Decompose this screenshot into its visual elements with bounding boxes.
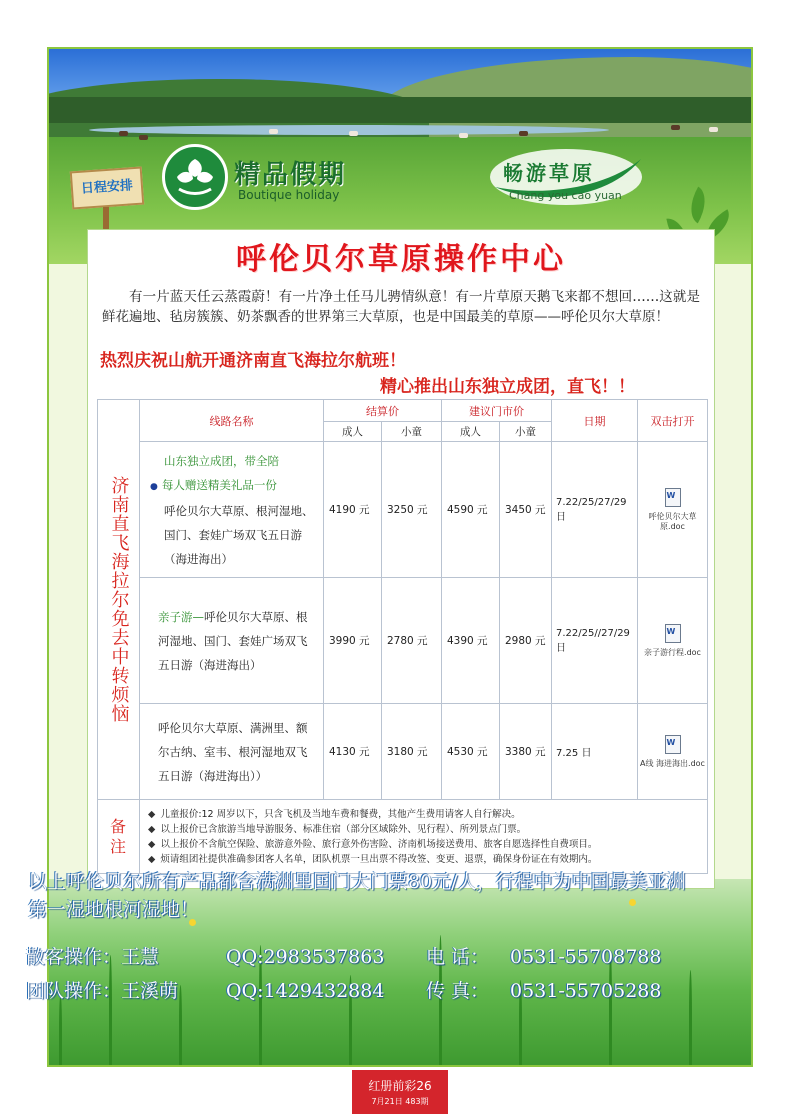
individual-contact <box>26 942 661 969</box>
fax-label: 传 真： <box>426 980 490 1002</box>
route-cell <box>140 442 324 578</box>
boutique-holiday-logo <box>162 144 362 214</box>
route-cell <box>140 704 324 800</box>
route-text: 呼伦贝尔大草原、根河湿地、国门、套娃广场双飞五日游（海进海出） <box>158 609 308 672</box>
schedule-signboard <box>70 167 144 210</box>
intro-paragraph: 有一片蓝天任云蒸霞蔚！有一片净土任马儿骋情纵意！有一片草原天鹅飞来都不想回……这就是鲜花遍地、毡房簇簇、奶茶飘香的世界第三大草原，也是中国最美的草原——呼伦贝尔大草原！ <box>102 289 700 325</box>
settle-child-price: 3180 元 <box>382 704 442 800</box>
contact-role: 散客操作：王慧 <box>26 946 160 968</box>
doc-filename[interactable]: 呼伦贝尔大草原.doc <box>648 511 697 531</box>
sheep-figure <box>459 133 468 138</box>
departure-dates: 7.25 日 <box>552 704 638 800</box>
header-retail-child: 小童 <box>500 422 552 442</box>
doc-attachment[interactable] <box>638 578 708 704</box>
word-doc-icon[interactable] <box>665 488 681 507</box>
diamond-icon: ◆ <box>148 808 156 820</box>
doc-filename[interactable]: 亲子游行程.doc <box>644 647 701 657</box>
diamond-icon: ◆ <box>148 823 156 835</box>
phone-label: 电 话： <box>426 946 490 968</box>
retail-child-price: 2980 元 <box>500 578 552 704</box>
note-text: 以上报价已含旅游当地导游服务、标准住宿（部分区域除外、见行程）、所列景点门票。 <box>160 823 527 835</box>
settle-child-price: 3250 元 <box>382 442 442 578</box>
diamond-icon: ◆ <box>148 838 156 850</box>
route-text: 呼伦贝尔大草原、满洲里、额尔古纳、室韦、根河湿地双飞五日游（海进海出）） <box>158 720 308 783</box>
grass-blade <box>59 995 62 1065</box>
table-row <box>98 704 708 800</box>
header-retail-adult: 成人 <box>442 422 500 442</box>
notes-label: 备注 <box>98 800 140 874</box>
footer-badge <box>352 1070 448 1114</box>
logo-chinese-name: 精品假期 <box>234 160 347 190</box>
side-label: 济南直飞海拉尔免去中转烦恼 <box>98 400 140 800</box>
notes-row <box>98 800 708 874</box>
contact-qq: QQ:2983537863 <box>226 946 385 968</box>
retail-adult-price: 4590 元 <box>442 442 500 578</box>
footer-issue-label: 7月21日 483期 <box>371 1097 429 1106</box>
route-highlight: 山东独立成团，带全陪 <box>164 453 279 468</box>
retail-adult-price: 4390 元 <box>442 578 500 704</box>
schedule-sign-label: 日程安排 <box>80 178 134 197</box>
header-route: 线路名称 <box>140 400 324 442</box>
route-text: 呼伦贝尔大草原、根河湿地、国门、套娃广场双飞五日游（海进海出） <box>164 503 314 566</box>
horse-figure <box>139 135 148 140</box>
settle-adult-price: 4130 元 <box>324 704 382 800</box>
note-text: 儿童报价:12 周岁以下，只含飞机及当地车费和餐费，其他产生费用请客人自行解决。 <box>160 808 521 820</box>
flight-announcement: 热烈庆祝山航开通济南直飞海拉尔航班！ <box>100 351 406 371</box>
settle-adult-price: 4190 元 <box>324 442 382 578</box>
header-settle-child: 小童 <box>382 422 442 442</box>
contact-qq: QQ:1429432884 <box>226 980 385 1002</box>
sheep-figure <box>349 131 358 136</box>
tree-line <box>49 97 751 123</box>
settle-child-price: 2780 元 <box>382 578 442 704</box>
page-title: 呼伦贝尔草原操作中心 <box>236 242 566 277</box>
chang-you-caoyuan-logo <box>487 139 647 211</box>
doc-attachment[interactable] <box>638 442 708 578</box>
horse-figure <box>519 131 528 136</box>
doc-attachment[interactable] <box>638 704 708 800</box>
route-cell <box>140 578 324 704</box>
header-retail: 建议门市价 <box>442 400 552 422</box>
header-open: 双击打开 <box>638 400 708 442</box>
bullet-icon: ● <box>150 481 158 492</box>
grass-blade <box>689 970 692 1065</box>
footer-page-label: 红册前彩26 <box>368 1079 432 1093</box>
price-table <box>97 399 708 874</box>
logo-english-name: Chang you cao yuan <box>509 189 622 202</box>
header-date: 日期 <box>552 400 638 442</box>
phone-number: 0531-55708788 <box>510 946 662 968</box>
group-tour-announcement: 精心推出山东独立成团，直飞！！ <box>380 377 635 397</box>
sheep-figure <box>269 129 278 134</box>
route-gift: 每人赠送精美礼品一份 <box>161 477 277 492</box>
note-text: 烦请组团社提供准确参团客人名单，团队机票一旦出票不得改签、变更、退票，确保身份证在有效期内。 <box>160 853 598 865</box>
word-doc-icon[interactable] <box>665 735 681 754</box>
leaf-logo-icon <box>162 144 228 210</box>
diamond-icon: ◆ <box>148 853 156 865</box>
sheep-figure <box>709 127 718 132</box>
content-card <box>87 229 715 889</box>
notes-cell <box>140 800 708 874</box>
horse-figure <box>671 125 680 130</box>
note-text: 以上报价不含航空保险、旅游意外险、旅行意外伤害险、济南机场接送费用、旅客自愿选择性自费项目。 <box>160 838 598 850</box>
grass-blade <box>109 955 112 1065</box>
settle-adult-price: 3990 元 <box>324 578 382 704</box>
doc-filename[interactable]: A线 海进海出.doc <box>640 758 705 768</box>
route-highlight: 亲子游— <box>158 609 204 624</box>
table-row <box>98 442 708 578</box>
contact-role: 团队操作：王溪萌 <box>26 980 179 1002</box>
promo-text: 以上呼伦贝尔所有产品都含满洲里国门大门票80元/人，行程中为中国最美亚洲第一湿地根河湿地！ <box>28 871 686 921</box>
retail-child-price: 3450 元 <box>500 442 552 578</box>
departure-dates: 7.22/25//27/29 日 <box>552 578 638 704</box>
horse-figure <box>119 131 128 136</box>
logo-english-name: Boutique holiday <box>238 188 340 202</box>
group-contact <box>26 976 661 1003</box>
retail-adult-price: 4530 元 <box>442 704 500 800</box>
retail-child-price: 3380 元 <box>500 704 552 800</box>
logo-chinese-name: 畅游草原 <box>503 161 595 185</box>
table-row <box>98 578 708 704</box>
fax-number: 0531-55705288 <box>510 980 662 1002</box>
word-doc-icon[interactable] <box>665 624 681 643</box>
departure-dates: 7.22/25/27/29 日 <box>552 442 638 578</box>
header-settle-adult: 成人 <box>324 422 382 442</box>
header-settlement: 结算价 <box>324 400 442 422</box>
